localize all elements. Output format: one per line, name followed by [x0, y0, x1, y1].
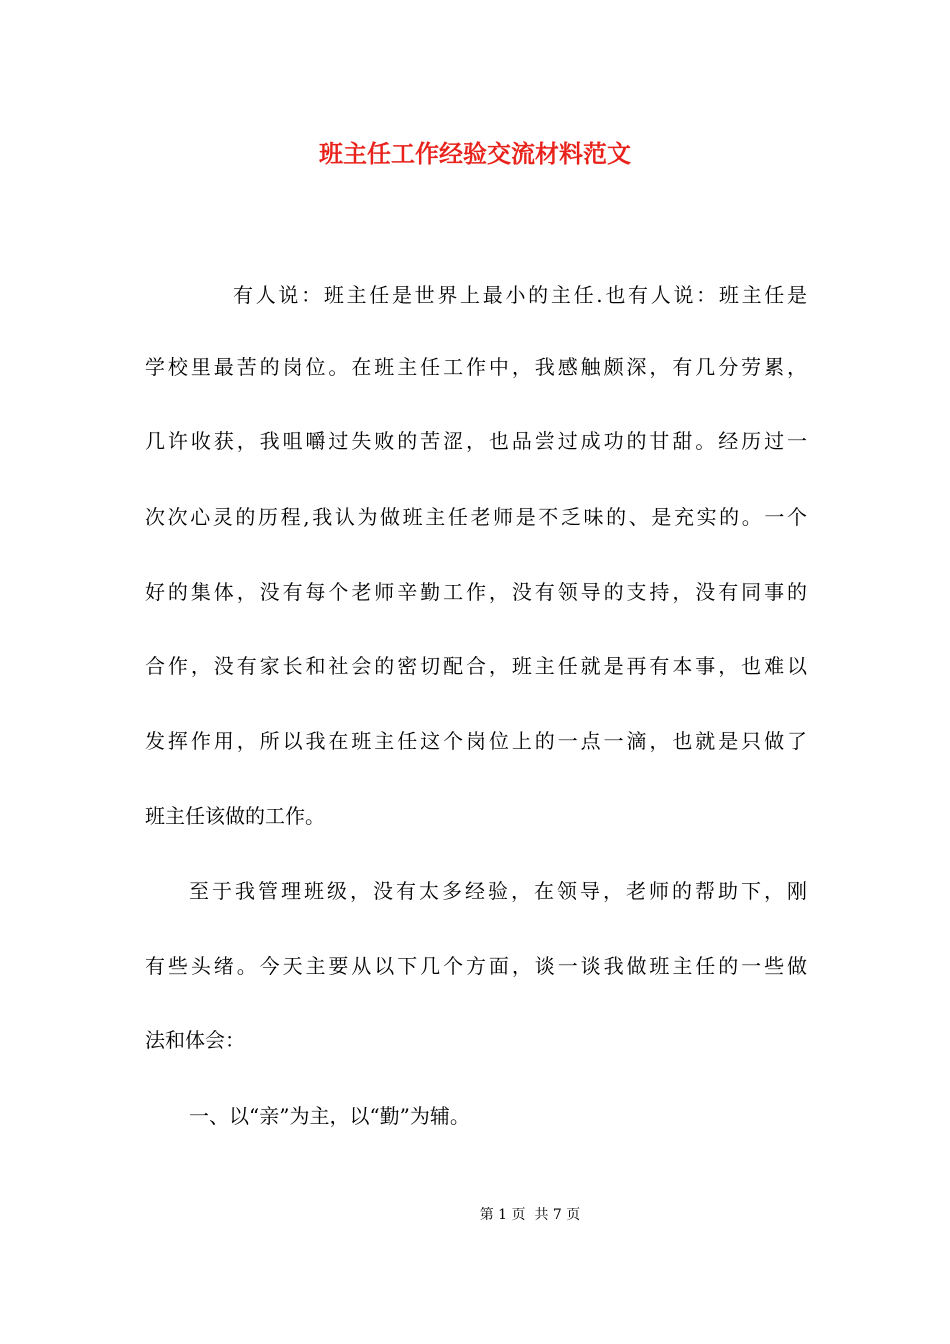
- document-title: 班主任工作经验交流材料范文: [319, 139, 631, 168]
- paragraph-1-line-5: 好的集体，没有每个老师辛勤工作，没有领导的支持，没有同事的: [145, 580, 807, 604]
- paragraph-1-line-8: 班主任该做的工作。: [145, 804, 325, 828]
- paragraph-1-line-3: 几许收获，我咀嚼过失败的苦涩，也品尝过成功的甘甜。经历过一: [145, 429, 807, 453]
- footer-suffix: 页: [566, 1207, 581, 1223]
- footer-prefix: 第: [479, 1207, 494, 1223]
- paragraph-1-line-4: 次次心灵的历程,我认为做班主任老师是不乏味的、是充实的。一个: [145, 505, 807, 529]
- paragraph-1-line-1: 有人说：班主任是世界上最小的主任.也有人说：班主任是: [233, 283, 807, 307]
- footer-total-pages: 7: [552, 1207, 562, 1223]
- footer-page-number: 1: [498, 1207, 508, 1223]
- paragraph-1-line-7: 发挥作用，所以我在班主任这个岗位上的一点一滴，也就是只做了: [145, 729, 807, 753]
- paragraph-2-line-2: 有些头绪。今天主要从以下几个方面，谈一谈我做班主任的一些做: [145, 954, 807, 978]
- paragraph-2-line-3: 法和体会：: [145, 1028, 245, 1052]
- footer-middle: 页 共: [511, 1207, 549, 1223]
- page-footer: [0, 1205, 950, 1225]
- section-heading-1: 一、以“亲”为主，以“勤”为辅。: [189, 1104, 470, 1128]
- paragraph-2-line-1: 至于我管理班级，没有太多经验，在领导，老师的帮助下，刚: [189, 879, 807, 903]
- paragraph-1-line-2: 学校里最苦的岗位。在班主任工作中，我感触颇深，有几分劳累，: [145, 355, 807, 379]
- paragraph-1-line-6: 合作，没有家长和社会的密切配合，班主任就是再有本事，也难以: [145, 654, 807, 678]
